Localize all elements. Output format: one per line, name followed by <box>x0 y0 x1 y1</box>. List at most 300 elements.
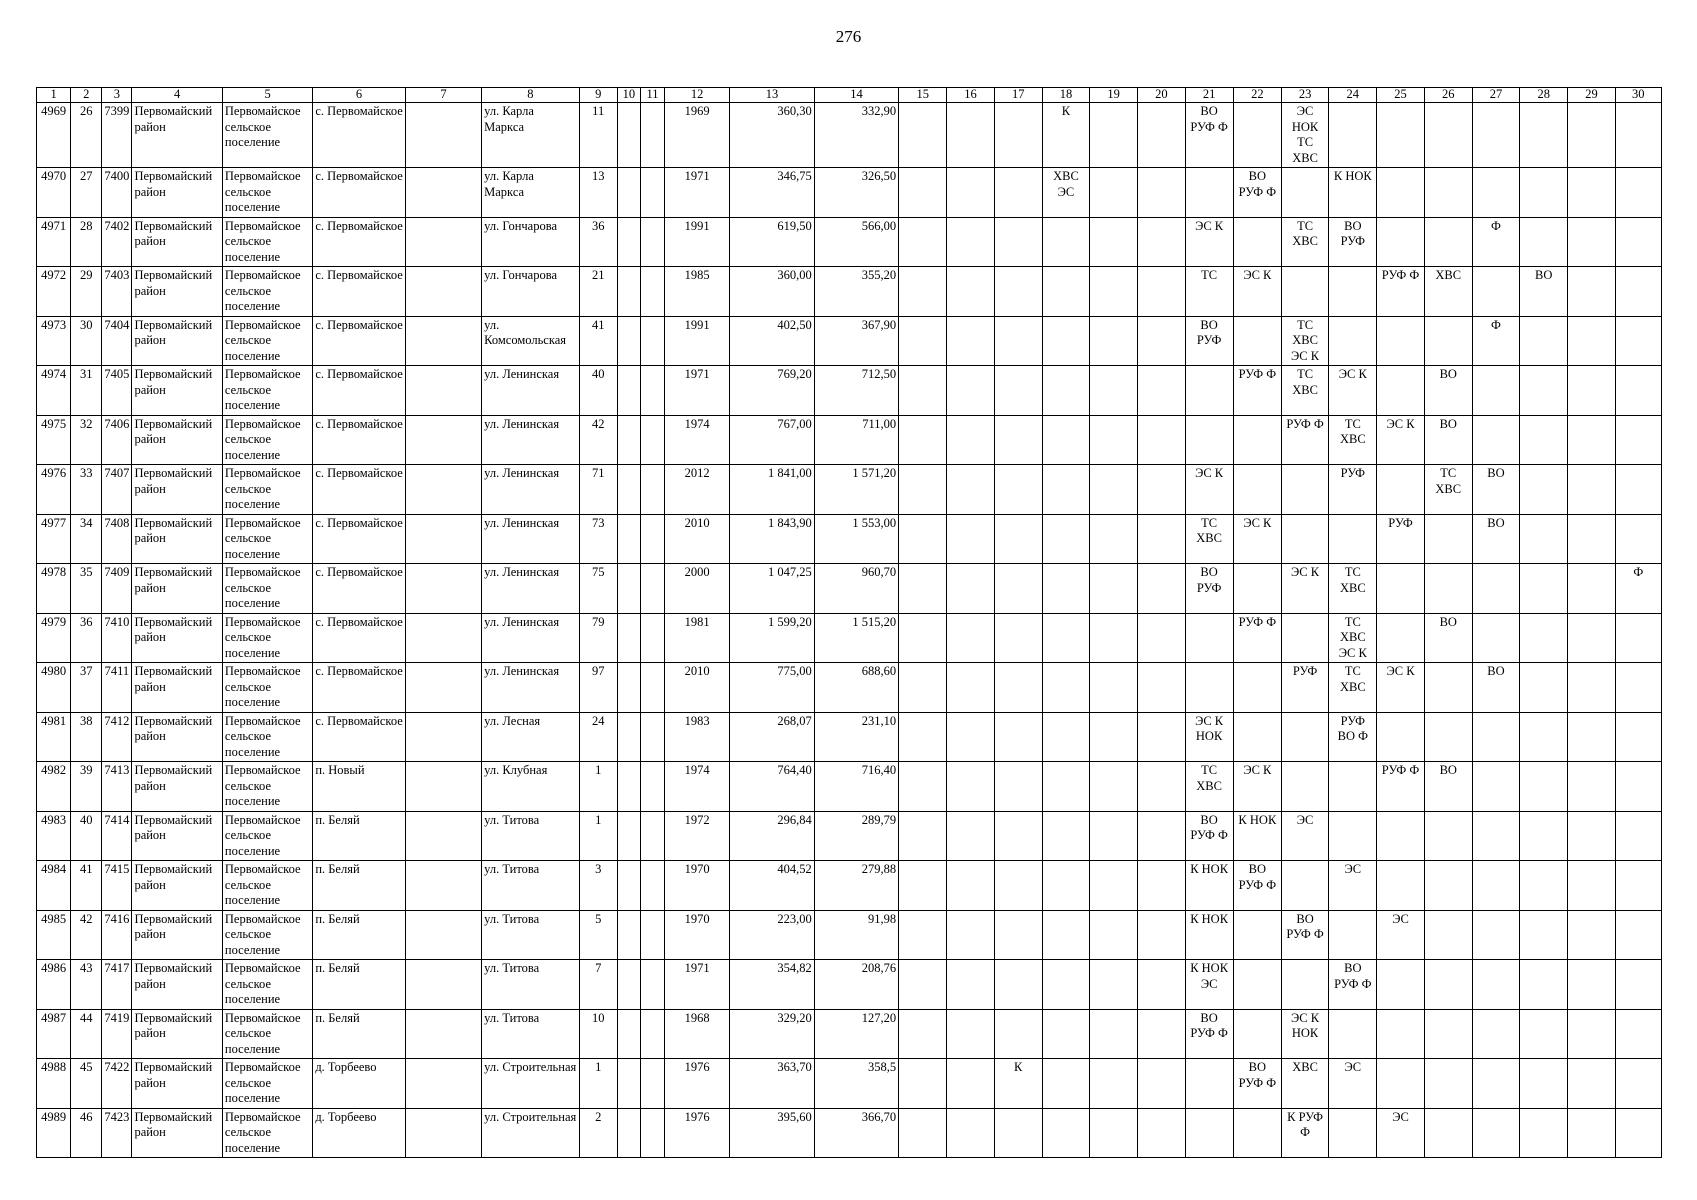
cell-col-13: 360,30 <box>730 103 814 168</box>
cell-col-23: ТС ХВС ЭС К <box>1281 316 1328 366</box>
column-header-5: 5 <box>222 88 312 103</box>
cell-col-30 <box>1615 465 1661 515</box>
cell-col-13: 354,82 <box>730 960 814 1010</box>
cell-col-17 <box>994 712 1042 762</box>
cell-col-2: 35 <box>71 564 102 614</box>
cell-col-28 <box>1520 861 1568 911</box>
cell-col-10 <box>617 1108 640 1158</box>
cell-col-3: 7403 <box>102 267 132 317</box>
cell-col-9: 21 <box>579 267 617 317</box>
cell-col-25 <box>1377 1009 1424 1059</box>
cell-col-21 <box>1185 663 1233 713</box>
cell-col-10 <box>617 1009 640 1059</box>
cell-col-18 <box>1042 762 1089 812</box>
cell-col-17 <box>994 910 1042 960</box>
table-body <box>37 103 1662 1158</box>
cell-col-27 <box>1472 1108 1519 1158</box>
cell-col-6: с. Первомайское <box>313 415 405 465</box>
cell-col-29 <box>1568 663 1615 713</box>
cell-col-6: п. Беляй <box>313 811 405 861</box>
cell-col-12: 1976 <box>665 1059 730 1109</box>
cell-col-10 <box>617 415 640 465</box>
cell-col-29 <box>1568 861 1615 911</box>
cell-col-24 <box>1329 1108 1377 1158</box>
cell-col-30 <box>1615 1059 1661 1109</box>
cell-col-17 <box>994 267 1042 317</box>
cell-col-3: 7414 <box>102 811 132 861</box>
cell-col-18 <box>1042 910 1089 960</box>
cell-col-18 <box>1042 316 1089 366</box>
column-header-7: 7 <box>405 88 481 103</box>
cell-col-21: ТС <box>1185 267 1233 317</box>
cell-col-2: 36 <box>71 613 102 663</box>
cell-col-30 <box>1615 415 1661 465</box>
cell-col-20 <box>1138 1009 1185 1059</box>
cell-col-11 <box>640 103 664 168</box>
cell-col-4: Первомайский район <box>132 1009 222 1059</box>
cell-col-23 <box>1281 465 1328 515</box>
cell-col-13: 402,50 <box>730 316 814 366</box>
cell-col-6: с. Первомайское <box>313 168 405 218</box>
cell-col-26: ВО <box>1424 613 1472 663</box>
cell-col-26 <box>1424 811 1472 861</box>
cell-col-8: ул. Ленинская <box>482 613 579 663</box>
cell-col-12: 1985 <box>665 267 730 317</box>
cell-col-30 <box>1615 267 1661 317</box>
cell-col-6: с. Первомайское <box>313 712 405 762</box>
cell-col-26: ВО <box>1424 366 1472 416</box>
cell-col-16 <box>947 267 994 317</box>
cell-col-21 <box>1185 168 1233 218</box>
cell-col-18 <box>1042 465 1089 515</box>
cell-col-19 <box>1090 1009 1138 1059</box>
cell-col-29 <box>1568 811 1615 861</box>
cell-col-23: РУФ Ф <box>1281 415 1328 465</box>
cell-col-14: 367,90 <box>814 316 898 366</box>
cell-col-13: 329,20 <box>730 1009 814 1059</box>
cell-col-11 <box>640 811 664 861</box>
cell-col-23 <box>1281 762 1328 812</box>
cell-col-16 <box>947 910 994 960</box>
cell-col-27 <box>1472 762 1519 812</box>
cell-col-19 <box>1090 103 1138 168</box>
cell-col-20 <box>1138 415 1185 465</box>
cell-col-17 <box>994 168 1042 218</box>
cell-col-30 <box>1615 103 1661 168</box>
cell-col-4: Первомайский район <box>132 168 222 218</box>
cell-col-6: п. Беляй <box>313 861 405 911</box>
cell-col-21 <box>1185 613 1233 663</box>
cell-col-2: 46 <box>71 1108 102 1158</box>
cell-col-17 <box>994 366 1042 416</box>
cell-col-22 <box>1233 1108 1281 1158</box>
cell-col-10 <box>617 960 640 1010</box>
cell-col-12: 1991 <box>665 316 730 366</box>
cell-col-12: 1983 <box>665 712 730 762</box>
cell-col-16 <box>947 514 994 564</box>
cell-col-3: 7412 <box>102 712 132 762</box>
cell-col-9: 41 <box>579 316 617 366</box>
cell-col-2: 44 <box>71 1009 102 1059</box>
cell-col-3: 7416 <box>102 910 132 960</box>
cell-col-10 <box>617 564 640 614</box>
cell-col-5: Первомайское сельское поселение <box>222 415 312 465</box>
cell-col-24: ЭС <box>1329 861 1377 911</box>
cell-col-11 <box>640 1108 664 1158</box>
cell-col-19 <box>1090 564 1138 614</box>
cell-col-3: 7408 <box>102 514 132 564</box>
cell-col-13: 775,00 <box>730 663 814 713</box>
cell-col-21: ВО РУФ <box>1185 316 1233 366</box>
cell-col-25: ЭС К <box>1377 415 1424 465</box>
cell-col-14: 1 571,20 <box>814 465 898 515</box>
cell-col-21: ВО РУФ <box>1185 564 1233 614</box>
cell-col-18 <box>1042 564 1089 614</box>
cell-col-8: ул. Гончарова <box>482 267 579 317</box>
cell-col-8: ул. Ленинская <box>482 366 579 416</box>
cell-col-10 <box>617 217 640 267</box>
cell-col-30 <box>1615 613 1661 663</box>
cell-col-20 <box>1138 861 1185 911</box>
cell-col-30 <box>1615 861 1661 911</box>
cell-col-24: ТС ХВС <box>1329 564 1377 614</box>
cell-col-21 <box>1185 1059 1233 1109</box>
cell-col-16 <box>947 103 994 168</box>
cell-col-23 <box>1281 960 1328 1010</box>
cell-col-25: РУФ <box>1377 514 1424 564</box>
column-header-15: 15 <box>899 88 947 103</box>
cell-col-5: Первомайское сельское поселение <box>222 712 312 762</box>
cell-col-3: 7411 <box>102 663 132 713</box>
cell-col-24: РУФ <box>1329 465 1377 515</box>
cell-col-26 <box>1424 861 1472 911</box>
cell-col-3: 7417 <box>102 960 132 1010</box>
cell-col-24 <box>1329 762 1377 812</box>
cell-col-11 <box>640 267 664 317</box>
cell-col-4: Первомайский район <box>132 762 222 812</box>
cell-col-20 <box>1138 168 1185 218</box>
cell-col-27 <box>1472 910 1519 960</box>
cell-col-7 <box>405 267 481 317</box>
cell-col-17: К <box>994 1059 1042 1109</box>
cell-col-28 <box>1520 910 1568 960</box>
cell-col-20 <box>1138 564 1185 614</box>
cell-col-26 <box>1424 663 1472 713</box>
cell-col-1: 4985 <box>37 910 71 960</box>
cell-col-15 <box>899 1009 947 1059</box>
cell-col-14: 91,98 <box>814 910 898 960</box>
cell-col-4: Первомайский район <box>132 861 222 911</box>
cell-col-28 <box>1520 366 1568 416</box>
cell-col-2: 41 <box>71 861 102 911</box>
cell-col-1: 4971 <box>37 217 71 267</box>
cell-col-10 <box>617 514 640 564</box>
cell-col-15 <box>899 267 947 317</box>
cell-col-28 <box>1520 415 1568 465</box>
cell-col-17 <box>994 811 1042 861</box>
cell-col-30 <box>1615 168 1661 218</box>
column-header-3: 3 <box>102 88 132 103</box>
cell-col-16 <box>947 217 994 267</box>
cell-col-6: п. Новый <box>313 762 405 812</box>
cell-col-17 <box>994 762 1042 812</box>
cell-col-24: ТС ХВС ЭС К <box>1329 613 1377 663</box>
cell-col-13: 363,70 <box>730 1059 814 1109</box>
cell-col-17 <box>994 1009 1042 1059</box>
cell-col-13: 767,00 <box>730 415 814 465</box>
cell-col-24: РУФ ВО Ф <box>1329 712 1377 762</box>
cell-col-16 <box>947 960 994 1010</box>
cell-col-14: 208,76 <box>814 960 898 1010</box>
cell-col-22 <box>1233 465 1281 515</box>
cell-col-1: 4970 <box>37 168 71 218</box>
column-header-29: 29 <box>1568 88 1615 103</box>
cell-col-26 <box>1424 960 1472 1010</box>
cell-col-5: Первомайское сельское поселение <box>222 564 312 614</box>
cell-col-10 <box>617 613 640 663</box>
cell-col-24 <box>1329 910 1377 960</box>
cell-col-16 <box>947 1009 994 1059</box>
cell-col-7 <box>405 465 481 515</box>
cell-col-23: РУФ <box>1281 663 1328 713</box>
cell-col-24: ЭС К <box>1329 366 1377 416</box>
cell-col-15 <box>899 1108 947 1158</box>
cell-col-20 <box>1138 1108 1185 1158</box>
cell-col-14: 566,00 <box>814 217 898 267</box>
cell-col-29 <box>1568 366 1615 416</box>
cell-col-27 <box>1472 811 1519 861</box>
cell-col-7 <box>405 415 481 465</box>
cell-col-9: 7 <box>579 960 617 1010</box>
cell-col-25 <box>1377 465 1424 515</box>
cell-col-19 <box>1090 613 1138 663</box>
cell-col-1: 4988 <box>37 1059 71 1109</box>
cell-col-16 <box>947 366 994 416</box>
cell-col-4: Первомайский район <box>132 267 222 317</box>
cell-col-23: ТС ХВС <box>1281 366 1328 416</box>
cell-col-26 <box>1424 712 1472 762</box>
cell-col-9: 24 <box>579 712 617 762</box>
cell-col-16 <box>947 415 994 465</box>
cell-col-6: п. Беляй <box>313 1009 405 1059</box>
cell-col-7 <box>405 316 481 366</box>
cell-col-20 <box>1138 762 1185 812</box>
cell-col-18 <box>1042 514 1089 564</box>
cell-col-3: 7404 <box>102 316 132 366</box>
cell-col-17 <box>994 960 1042 1010</box>
table-row <box>37 1108 1662 1158</box>
cell-col-19 <box>1090 168 1138 218</box>
cell-col-22 <box>1233 103 1281 168</box>
cell-col-26: ТС ХВС <box>1424 465 1472 515</box>
cell-col-4: Первомайский район <box>132 613 222 663</box>
column-header-28: 28 <box>1520 88 1568 103</box>
cell-col-1: 4981 <box>37 712 71 762</box>
cell-col-5: Первомайское сельское поселение <box>222 960 312 1010</box>
cell-col-11 <box>640 663 664 713</box>
cell-col-20 <box>1138 1059 1185 1109</box>
cell-col-19 <box>1090 663 1138 713</box>
cell-col-5: Первомайское сельское поселение <box>222 861 312 911</box>
cell-col-5: Первомайское сельское поселение <box>222 1009 312 1059</box>
cell-col-5: Первомайское сельское поселение <box>222 168 312 218</box>
cell-col-2: 29 <box>71 267 102 317</box>
cell-col-25: ЭС К <box>1377 663 1424 713</box>
cell-col-13: 769,20 <box>730 366 814 416</box>
cell-col-24 <box>1329 103 1377 168</box>
header-row <box>37 88 1662 103</box>
cell-col-11 <box>640 861 664 911</box>
cell-col-22: ВО РУФ Ф <box>1233 861 1281 911</box>
cell-col-18 <box>1042 613 1089 663</box>
cell-col-18 <box>1042 960 1089 1010</box>
cell-col-1: 4986 <box>37 960 71 1010</box>
cell-col-25 <box>1377 103 1424 168</box>
cell-col-5: Первомайское сельское поселение <box>222 267 312 317</box>
cell-col-29 <box>1568 514 1615 564</box>
cell-col-13: 346,75 <box>730 168 814 218</box>
cell-col-25 <box>1377 811 1424 861</box>
cell-col-23 <box>1281 267 1328 317</box>
cell-col-20 <box>1138 960 1185 1010</box>
cell-col-9: 40 <box>579 366 617 416</box>
cell-col-24 <box>1329 1009 1377 1059</box>
table-row <box>37 663 1662 713</box>
cell-col-26 <box>1424 316 1472 366</box>
cell-col-21: ВО РУФ Ф <box>1185 103 1233 168</box>
cell-col-13: 1 599,20 <box>730 613 814 663</box>
cell-col-14: 716,40 <box>814 762 898 812</box>
cell-col-3: 7413 <box>102 762 132 812</box>
cell-col-5: Первомайское сельское поселение <box>222 366 312 416</box>
cell-col-13: 1 047,25 <box>730 564 814 614</box>
cell-col-22 <box>1233 217 1281 267</box>
cell-col-10 <box>617 168 640 218</box>
cell-col-23 <box>1281 712 1328 762</box>
table-row <box>37 168 1662 218</box>
cell-col-19 <box>1090 217 1138 267</box>
cell-col-16 <box>947 811 994 861</box>
cell-col-8: ул. Титова <box>482 1009 579 1059</box>
cell-col-2: 28 <box>71 217 102 267</box>
cell-col-13: 1 841,00 <box>730 465 814 515</box>
cell-col-10 <box>617 267 640 317</box>
cell-col-9: 5 <box>579 910 617 960</box>
column-header-17: 17 <box>994 88 1042 103</box>
cell-col-4: Первомайский район <box>132 1059 222 1109</box>
cell-col-21: ЭС К НОК <box>1185 712 1233 762</box>
cell-col-14: 712,50 <box>814 366 898 416</box>
cell-col-6: п. Беляй <box>313 910 405 960</box>
cell-col-20 <box>1138 217 1185 267</box>
cell-col-10 <box>617 103 640 168</box>
cell-col-5: Первомайское сельское поселение <box>222 103 312 168</box>
cell-col-1: 4976 <box>37 465 71 515</box>
cell-col-3: 7400 <box>102 168 132 218</box>
column-header-4: 4 <box>132 88 222 103</box>
cell-col-15 <box>899 217 947 267</box>
cell-col-14: 960,70 <box>814 564 898 614</box>
cell-col-13: 296,84 <box>730 811 814 861</box>
cell-col-8: ул. Строительная <box>482 1108 579 1158</box>
cell-col-7 <box>405 1009 481 1059</box>
cell-col-21: К НОК ЭС <box>1185 960 1233 1010</box>
column-header-25: 25 <box>1377 88 1424 103</box>
cell-col-12: 1991 <box>665 217 730 267</box>
cell-col-13: 223,00 <box>730 910 814 960</box>
cell-col-11 <box>640 960 664 1010</box>
cell-col-4: Первомайский район <box>132 663 222 713</box>
cell-col-10 <box>617 712 640 762</box>
cell-col-22: ЭС К <box>1233 514 1281 564</box>
cell-col-19 <box>1090 316 1138 366</box>
cell-col-7 <box>405 861 481 911</box>
cell-col-18 <box>1042 1108 1089 1158</box>
cell-col-4: Первомайский район <box>132 366 222 416</box>
table-row <box>37 217 1662 267</box>
cell-col-4: Первомайский район <box>132 910 222 960</box>
cell-col-11 <box>640 217 664 267</box>
cell-col-20 <box>1138 316 1185 366</box>
cell-col-17 <box>994 415 1042 465</box>
cell-col-23: ЭС <box>1281 811 1328 861</box>
cell-col-9: 1 <box>579 1059 617 1109</box>
cell-col-24 <box>1329 811 1377 861</box>
cell-col-11 <box>640 514 664 564</box>
cell-col-18: ХВС ЭС <box>1042 168 1089 218</box>
cell-col-14: 332,90 <box>814 103 898 168</box>
cell-col-20 <box>1138 910 1185 960</box>
cell-col-18 <box>1042 861 1089 911</box>
cell-col-11 <box>640 762 664 812</box>
cell-col-21 <box>1185 415 1233 465</box>
cell-col-15 <box>899 1059 947 1109</box>
cell-col-28 <box>1520 1059 1568 1109</box>
cell-col-30 <box>1615 663 1661 713</box>
cell-col-23: ЭС К <box>1281 564 1328 614</box>
cell-col-24: ТС ХВС <box>1329 415 1377 465</box>
cell-col-18: К <box>1042 103 1089 168</box>
cell-col-2: 34 <box>71 514 102 564</box>
cell-col-12: 1970 <box>665 910 730 960</box>
column-header-30: 30 <box>1615 88 1661 103</box>
column-header-10: 10 <box>617 88 640 103</box>
cell-col-25 <box>1377 960 1424 1010</box>
column-header-16: 16 <box>947 88 994 103</box>
cell-col-6: с. Первомайское <box>313 564 405 614</box>
cell-col-26 <box>1424 103 1472 168</box>
cell-col-24: ТС ХВС <box>1329 663 1377 713</box>
cell-col-25 <box>1377 564 1424 614</box>
cell-col-12: 1972 <box>665 811 730 861</box>
cell-col-29 <box>1568 465 1615 515</box>
cell-col-6: д. Торбеево <box>313 1108 405 1158</box>
cell-col-4: Первомайский район <box>132 465 222 515</box>
cell-col-16 <box>947 1108 994 1158</box>
cell-col-6: с. Первомайское <box>313 267 405 317</box>
cell-col-27 <box>1472 712 1519 762</box>
cell-col-15 <box>899 613 947 663</box>
cell-col-26 <box>1424 514 1472 564</box>
cell-col-26 <box>1424 1108 1472 1158</box>
cell-col-23 <box>1281 168 1328 218</box>
cell-col-21 <box>1185 1108 1233 1158</box>
cell-col-27: Ф <box>1472 217 1519 267</box>
cell-col-1: 4969 <box>37 103 71 168</box>
cell-col-13: 404,52 <box>730 861 814 911</box>
cell-col-27 <box>1472 415 1519 465</box>
cell-col-22: ВО РУФ Ф <box>1233 168 1281 218</box>
